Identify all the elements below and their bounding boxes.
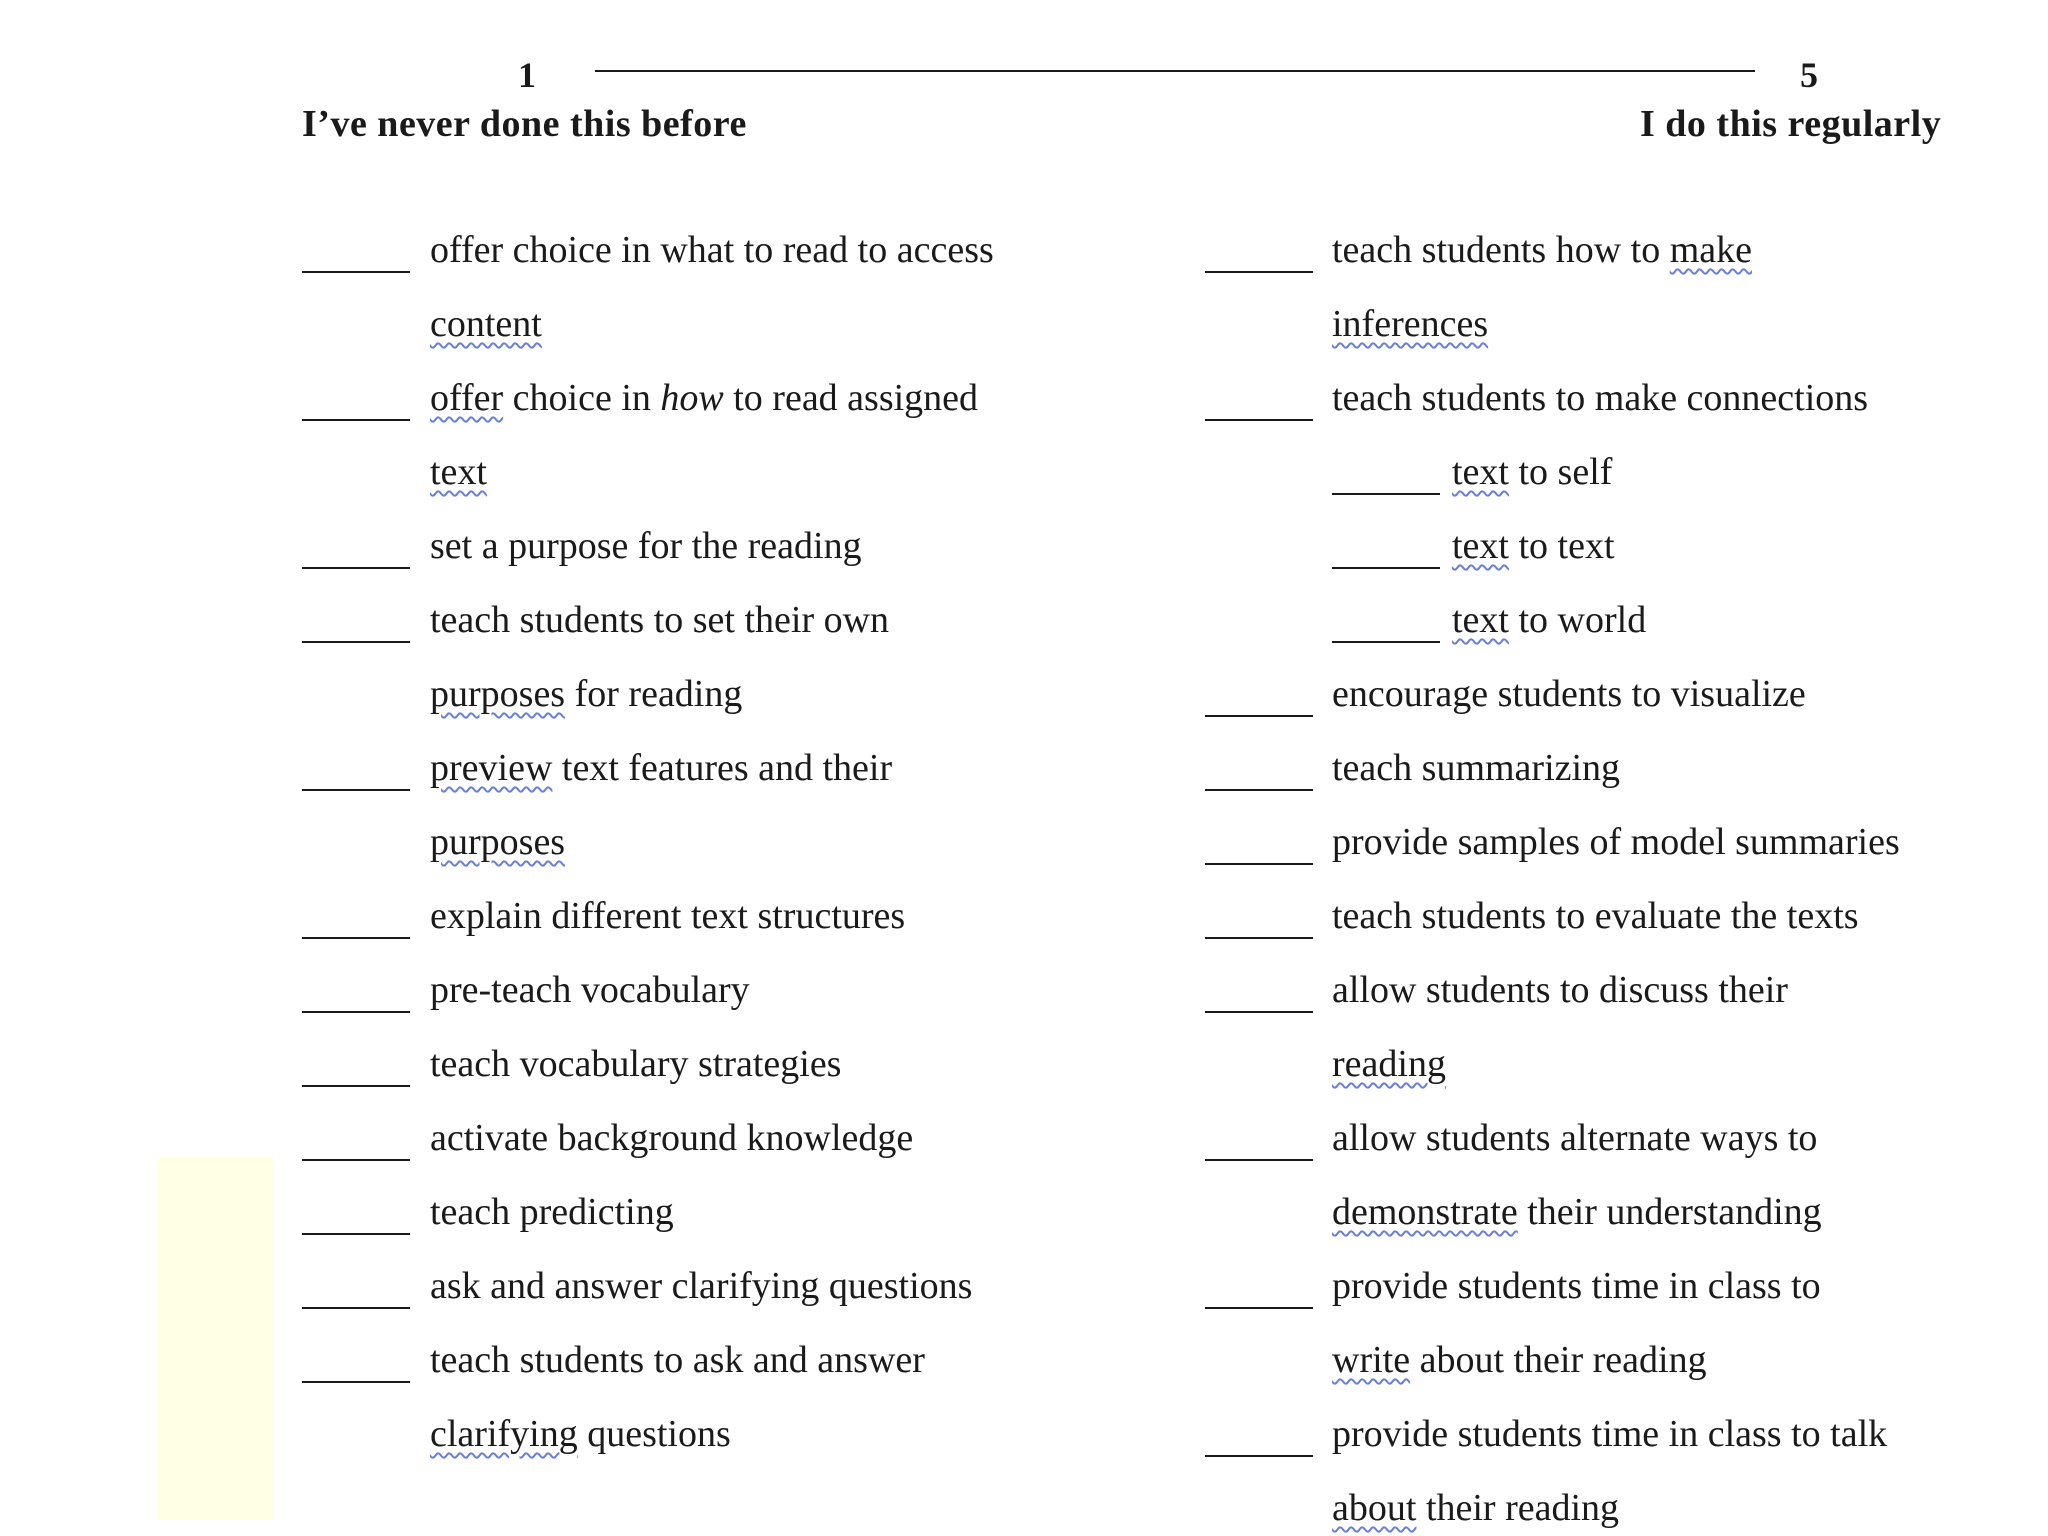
item-text-continued: purposes [430,821,566,863]
answer-blank[interactable] [1205,419,1313,421]
item-text-continued: clarifying questions [430,1413,731,1455]
answer-blank[interactable] [1205,937,1313,939]
answer-blank[interactable] [302,937,410,939]
item-text: teach students to evaluate the texts [1332,895,1859,937]
item-text-continued: content [430,303,542,345]
item-text: teach predicting [430,1191,674,1233]
answer-blank-sub[interactable] [1332,567,1440,569]
item-text: allow students alternate ways to [1332,1117,1818,1159]
item-text-continued: demonstrate their understanding [1332,1191,1822,1233]
item-text: allow students to discuss their [1332,969,1788,1011]
answer-blank[interactable] [302,789,410,791]
answer-blank[interactable] [302,1233,410,1235]
item-text: explain different text structures [430,895,906,937]
item-text: provide samples of model summaries [1332,821,1900,863]
item-text-continued: inferences [1332,303,1489,345]
answer-blank[interactable] [302,1011,410,1013]
answer-blank[interactable] [1205,715,1313,717]
item-text: encourage students to visualize [1332,673,1806,715]
item-text: provide students time in class to talk [1332,1413,1888,1455]
item-text: teach summarizing [1332,747,1621,789]
item-text: teach vocabulary strategies [430,1043,842,1085]
scale-low-number: 1 [518,55,536,95]
answer-blank[interactable] [1205,1011,1313,1013]
answer-blank[interactable] [302,641,410,643]
item-text: offer choice in what to read to access [430,229,994,271]
answer-blank[interactable] [1205,1455,1313,1457]
scale-line [595,70,1755,72]
item-text-continued: purposes for reading [430,673,743,715]
scale-high-number: 5 [1800,55,1818,95]
item-text: offer choice in how to read assigned [430,377,979,419]
answer-blank-sub[interactable] [1332,493,1440,495]
answer-blank[interactable] [302,1085,410,1087]
answer-blank-sub[interactable] [1332,641,1440,643]
item-text: provide students time in class to [1332,1265,1821,1307]
item-text: teach students to make connections [1332,377,1869,419]
answer-blank[interactable] [302,567,410,569]
scale-high-label: I do this regularly [1640,103,1942,145]
answer-blank[interactable] [1205,1159,1313,1161]
sub-item-text: text to world [1452,599,1647,641]
answer-blank[interactable] [1205,789,1313,791]
answer-blank[interactable] [302,1307,410,1309]
sub-item-text: text to text [1452,525,1615,567]
item-text-continued: about their reading [1332,1487,1620,1529]
highlight-block [158,1158,274,1520]
answer-blank[interactable] [302,1381,410,1383]
item-text: pre-teach vocabulary [430,969,750,1011]
item-text: teach students to set their own [430,599,890,641]
item-text: set a purpose for the reading [430,525,862,567]
answer-blank[interactable] [302,1159,410,1161]
scale-low-label: I’ve never done this before [302,103,747,145]
item-text-continued: text [430,451,487,493]
item-text-continued: write about their reading [1332,1339,1707,1381]
answer-blank[interactable] [302,419,410,421]
answer-blank[interactable] [1205,863,1313,865]
sub-item-text: text to self [1452,451,1613,493]
item-text: activate background knowledge [430,1117,914,1159]
item-text-continued: reading [1332,1043,1446,1085]
item-text: preview text features and their [430,747,893,789]
item-text: ask and answer clarifying questions [430,1265,973,1307]
answer-blank[interactable] [1205,271,1313,273]
item-text: teach students to ask and answer [430,1339,925,1381]
item-text: teach students how to make [1332,229,1753,271]
answer-blank[interactable] [302,271,410,273]
answer-blank[interactable] [1205,1307,1313,1309]
